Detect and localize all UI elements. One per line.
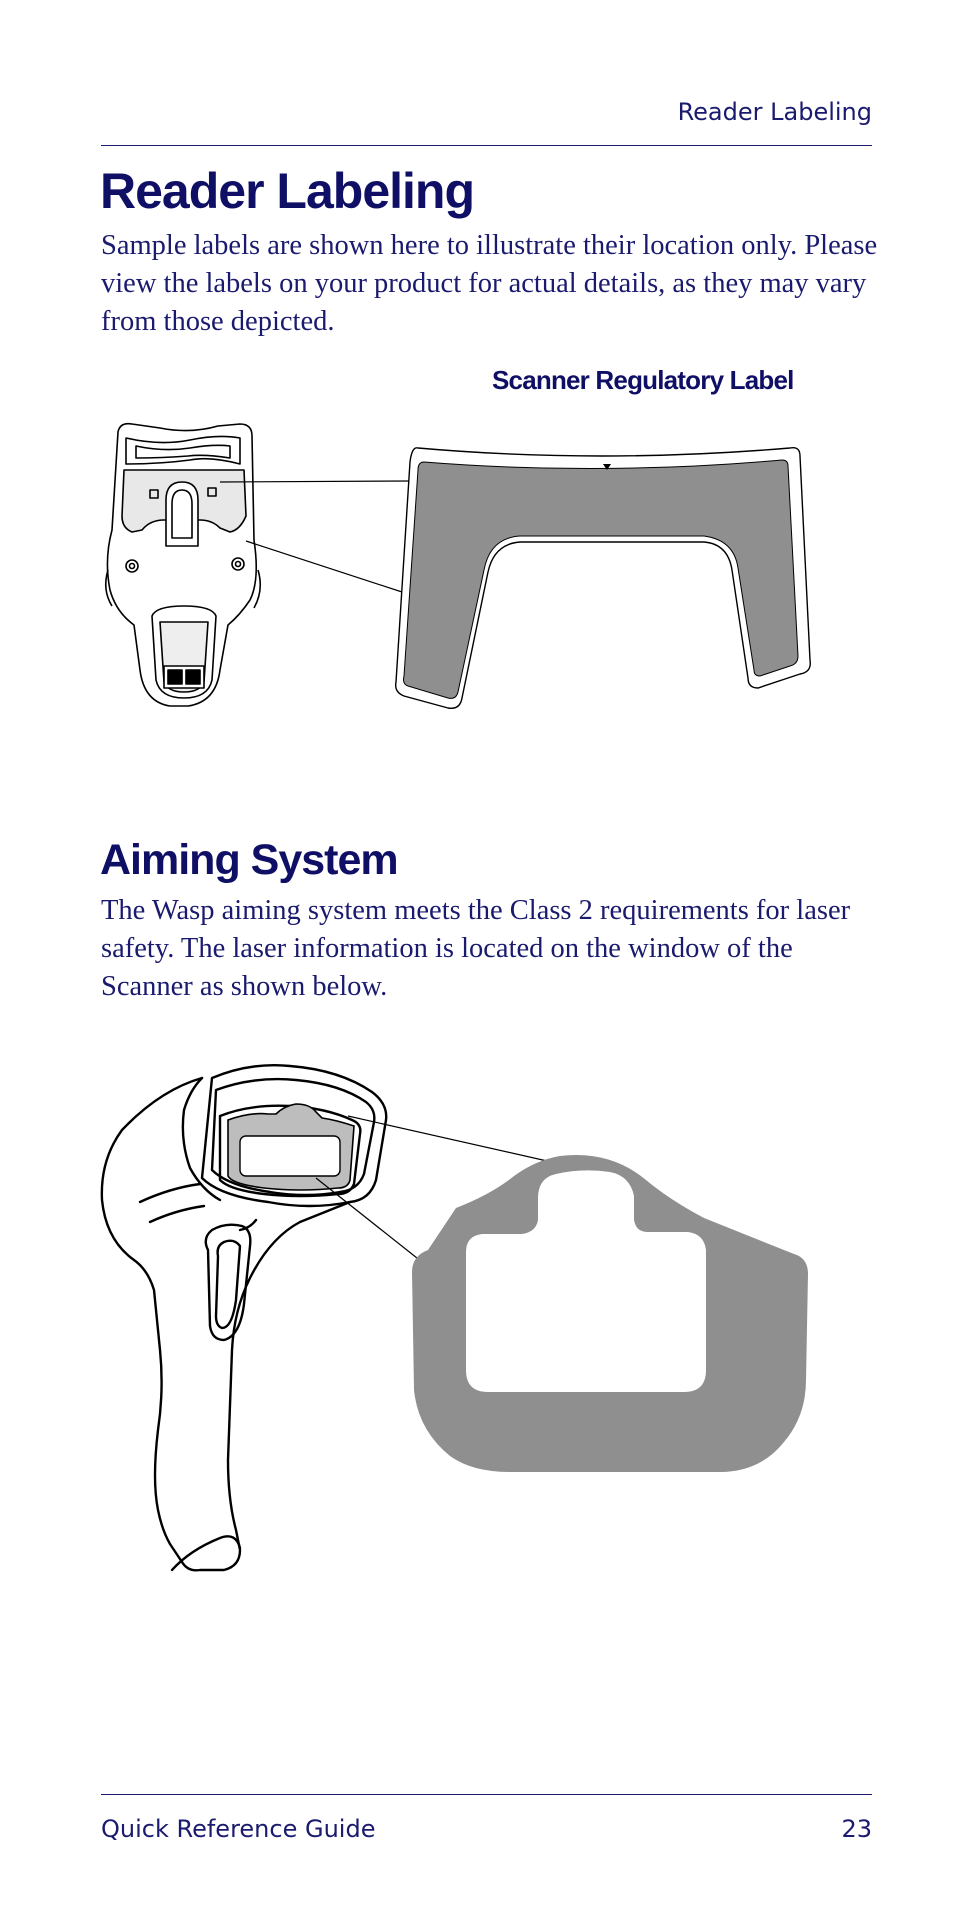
section-title-aiming-system: Aiming System: [100, 836, 398, 884]
figure-caption: Scanner Regulatory Label: [492, 365, 794, 395]
header-rule: [101, 145, 872, 146]
section-body-aiming-system: The Wasp aiming system meets the Class 2 requirements for laser safety. The laser information is located on the window of the Scanner as shown below.: [101, 895, 851, 1002]
footer-guide-name: Quick Reference Guide: [101, 1815, 376, 1843]
scanner-bottom-view-figure: [100, 420, 880, 720]
scanner-gun-figure: [100, 1050, 880, 1610]
footer-rule: [101, 1794, 872, 1795]
section-body-reader-labeling: Sample labels are shown here to illustrate their location only. Please view the labels on your product for actual details, as they may vary from those depicted.: [101, 230, 878, 337]
page-number: 23: [841, 1815, 872, 1843]
running-head: Reader Labeling: [677, 98, 872, 126]
section-title-reader-labeling: Reader Labeling: [100, 163, 474, 219]
